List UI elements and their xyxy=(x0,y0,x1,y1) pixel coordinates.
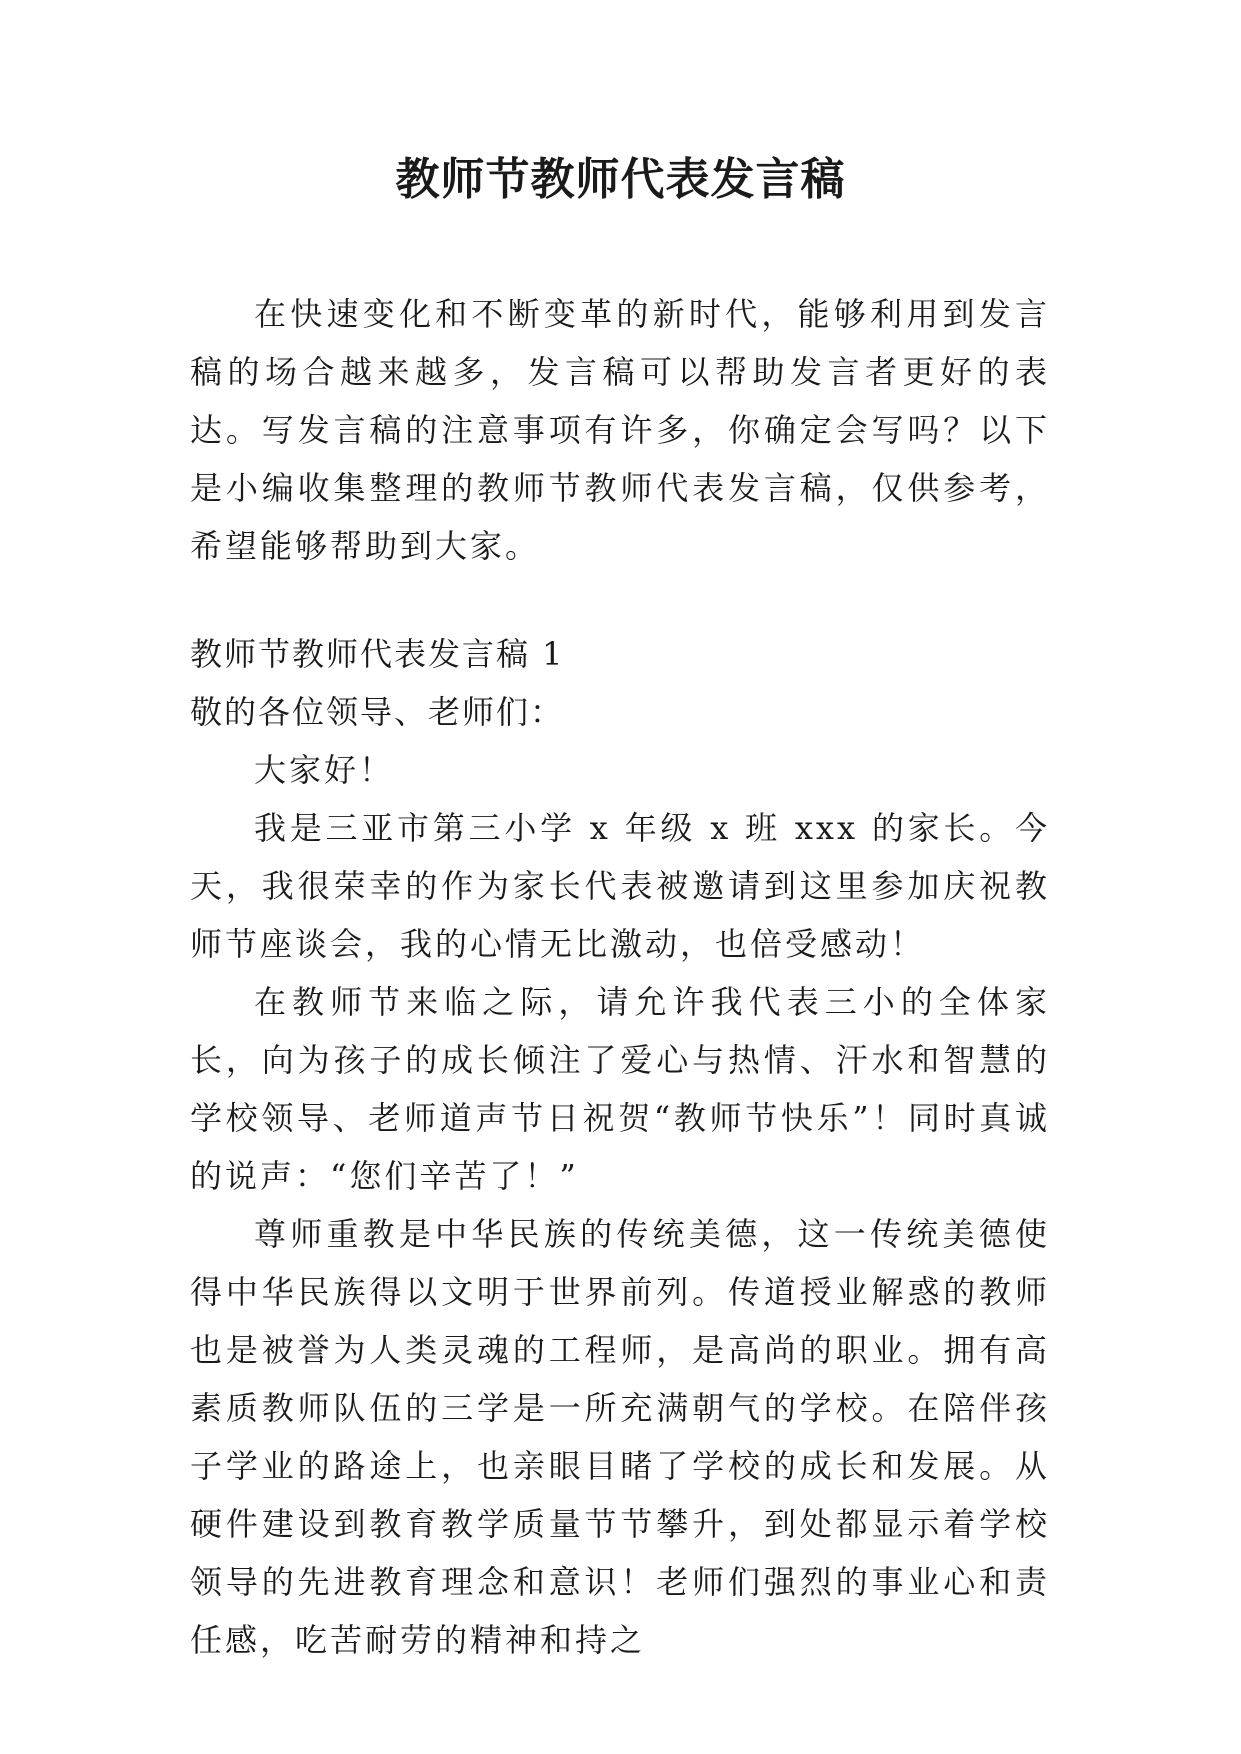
document-body xyxy=(190,285,1050,1669)
document-title: 教师节教师代表发言稿 xyxy=(395,154,846,205)
greeting: 大家好！ xyxy=(254,751,395,789)
body-paragraph-1: 我是三亚市第三小学 x 年级 x 班 xxx 的家长。今天，我很荣幸的作为家长代表被邀请到这里参加庆祝教师节座谈会，我的心情无比激动，也倍受感动！ xyxy=(190,809,1050,963)
section-spacer xyxy=(190,575,1050,625)
body-paragraph-3: 尊师重教是中华民族的传统美德，这一传统美德使得中华民族得以文明于世界前列。传道授业解惑的教师也是被誉为人类灵魂的工程师，是高尚的职业。拥有高素质教师队伍的三学是一所充满朝气的学校。在陪伴孩子学业的路途上，也亲眼目睹了学校的成长和发展。从硬件建设到教育教学质量节节攀升，到处都显示着学校领导的先进教育理念和意识！老师们强烈的事业心和责任感，吃苦耐劳的精神和持之 xyxy=(190,1215,1050,1659)
salutation: 敬的各位领导、老师们： xyxy=(190,693,565,731)
intro-paragraph: 在快速变化和不断变革的新时代，能够利用到发言稿的场合越来越多，发言稿可以帮助发言者更好的表达。写发言稿的注意事项有许多，你确定会写吗？以下是小编收集整理的教师节教师代表发言稿，仅供参考，希望能够帮助到大家。 xyxy=(190,295,1050,565)
body-paragraph-2: 在教师节来临之际，请允许我代表三小的全体家长，向为孩子的成长倾注了爱心与热情、汗水和智慧的学校领导、老师道声节日祝贺“教师节快乐”！同时真诚的说声：“您们辛苦了！” xyxy=(190,983,1050,1195)
section-heading: 教师节教师代表发言稿 1 xyxy=(190,635,565,673)
